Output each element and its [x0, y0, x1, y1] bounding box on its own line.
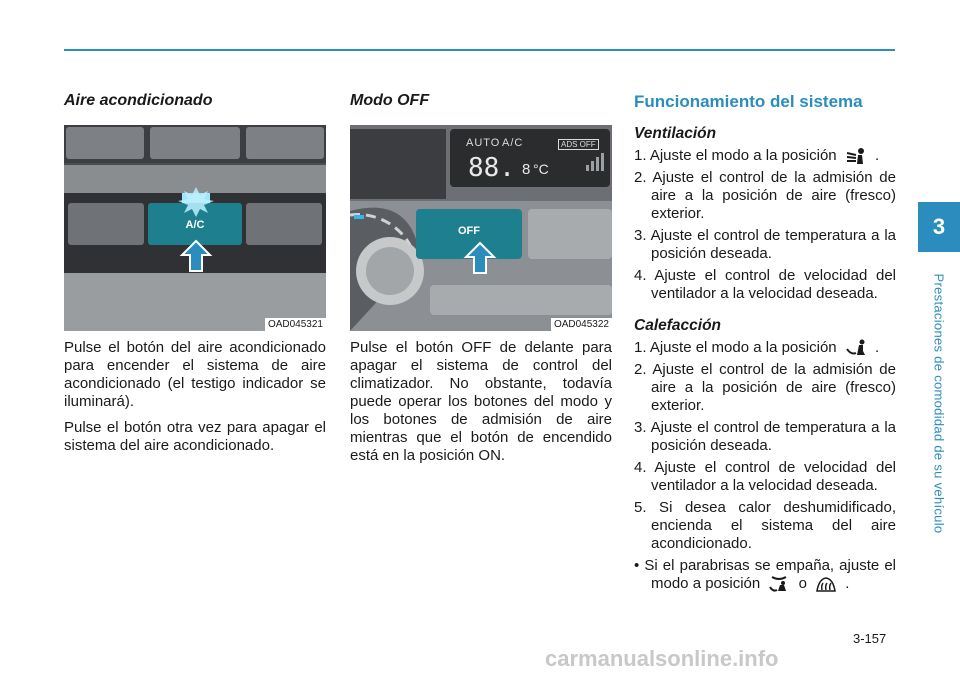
bullet-text: .	[845, 575, 850, 593]
section-air-conditioning	[64, 92, 326, 455]
section-system-operation	[634, 92, 896, 597]
list-item: 2. Ajuste el control de la admisión de aire a la posición de aire (fresco) exterior.	[634, 169, 896, 223]
figure-code: OAD045322	[551, 318, 612, 331]
step-text: .	[874, 339, 880, 357]
top-rule	[64, 49, 895, 51]
chapter-title: Prestaciones de comodidad de su vehículo	[931, 273, 947, 533]
display-ac: A/C	[502, 137, 524, 149]
section-heading: Funcionamiento del sistema	[634, 92, 863, 111]
heating-steps	[634, 339, 896, 593]
list-item: 2. Ajuste el control de la admisión de aire a la posición de aire (fresco) exterior.	[634, 361, 896, 415]
bullet-text: o	[798, 575, 807, 593]
display-ads-off: ADS OFF	[558, 139, 599, 150]
list-item: 3. Ajuste el control de temperatura a la posición deseada.	[634, 227, 896, 263]
body-paragraph: Pulse el botón del aire acondicionado para encender el sistema de aire acondicionado (el testigo indicador se iluminará).	[64, 339, 326, 410]
chapter-tab: 3	[918, 202, 960, 252]
step-text: 1. Ajuste el modo a la posición	[634, 147, 837, 164]
face-vent-mode-icon	[845, 147, 867, 165]
off-figure	[350, 125, 612, 331]
floor-defrost-mode-icon	[768, 575, 790, 593]
list-item: 4. Ajuste el control de velocidad del ventilador a la velocidad deseada.	[634, 459, 896, 495]
page-number: 3-157	[853, 631, 887, 646]
body-paragraph: Pulse el botón otra vez para apagar el sistema del aire acondicionado.	[64, 419, 326, 454]
ventilation-title: Ventilación	[634, 125, 717, 142]
body-paragraph: Pulse el botón OFF de delante para apagar el sistema de control del climatizador. No obstante, todavía puede operar los botones del modo y los botones de admisión de aire mientras que el botón de encendido está en la posición ON.	[350, 339, 612, 464]
section-mode-off	[350, 92, 612, 465]
list-item: 3. Ajuste el control de temperatura a la posición deseada.	[634, 419, 896, 455]
list-item: 4. Ajuste el control de velocidad del ventilador a la velocidad deseada.	[634, 267, 896, 303]
ac-figure	[64, 125, 326, 331]
step-text: .	[874, 147, 880, 164]
ac-button-label: A/C	[185, 219, 205, 231]
display-digits: 88.	[468, 153, 515, 183]
section-heading: Modo OFF	[350, 92, 430, 109]
list-item	[634, 557, 896, 593]
off-button-label: OFF	[458, 225, 480, 237]
bullet-text: • Si el parabrisas se empaña, ajuste el modo a posición	[634, 557, 896, 593]
list-item	[634, 147, 896, 165]
watermark: carmanualsonline.info	[545, 646, 779, 671]
list-item: 5. Si desea calor deshumidificado, encienda el sistema del aire acondicionado.	[634, 499, 896, 553]
figure-code: OAD045321	[265, 318, 326, 331]
floor-vent-mode-icon	[845, 339, 867, 357]
step-text: 1. Ajuste el modo a la posición	[634, 339, 837, 357]
list-item	[634, 339, 896, 357]
heating-title: Calefacción	[634, 317, 722, 335]
display-digit-small: 8	[522, 161, 531, 178]
defrost-icon	[815, 575, 837, 593]
ventilation-steps	[634, 147, 896, 303]
display-unit: °C	[533, 161, 549, 177]
section-heading: Aire acondicionado	[64, 92, 213, 109]
display-auto: AUTO	[466, 137, 501, 149]
